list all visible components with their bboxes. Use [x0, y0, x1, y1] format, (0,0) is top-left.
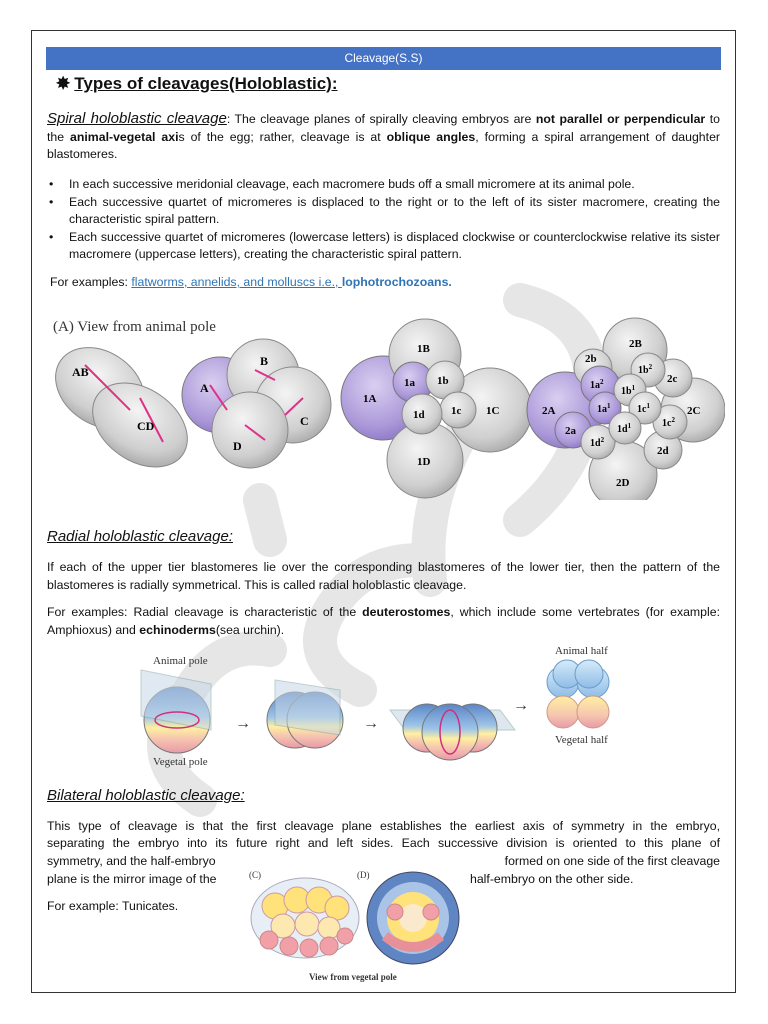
egg-one	[141, 670, 211, 753]
list-item: • Each successive quartet of micromeres is displaced to the right or to the left of its sister macromere, creating the characteristic spiral pattern.	[47, 194, 720, 229]
bilateral-line-4-left: plane is the mirror image of the	[47, 872, 217, 886]
label-1B: 1B	[417, 343, 430, 355]
spiral-heading: Spiral holoblastic cleavage	[47, 110, 227, 127]
bilateral-line-3-left: symmetry, and the half-embryo	[47, 854, 216, 868]
spiral-text-2: to the	[47, 112, 721, 144]
figure-caption: View from vegetal pole	[309, 972, 397, 982]
label-2d: 2d	[657, 445, 669, 457]
eight-cell-embryo	[547, 645, 609, 746]
stage-eight-cell	[341, 319, 532, 498]
label-1d: 1d	[413, 409, 425, 421]
radial-examples-3: (sea urchin).	[215, 622, 285, 637]
list-item: • In each successive meridonial cleavage, each macromere buds off a small micromere at its animal pole.	[47, 176, 720, 194]
label-2c: 2c	[667, 373, 678, 385]
label-2b: 2b	[585, 353, 597, 365]
vegetal-pole-label: Vegetal pole	[153, 756, 208, 768]
label-1D: 1D	[417, 456, 431, 468]
spiral-text-3: s of the egg; rather, cleavage is at	[178, 129, 387, 144]
page-title	[56, 74, 338, 94]
spiral-text-1: : The cleavage planes of spirally cleaving embryos are	[226, 112, 536, 126]
spiral-bold-3: oblique angles	[386, 129, 476, 144]
bilateral-line-3-right: formed on one side of the first cleavage	[504, 854, 720, 868]
examples-link[interactable]: flatworms, annelids, and molluscs i.e.,	[131, 275, 342, 289]
radial-examples-bold-2: echinoderms	[139, 622, 216, 637]
stage-sixteen-cell	[527, 318, 725, 500]
embryo-c	[251, 878, 359, 958]
label-1c: 1c	[451, 405, 462, 417]
label-1a: 1a	[404, 377, 415, 389]
label-A: A	[200, 381, 209, 395]
bilateral-line-4-right: half-embryo on the other side.	[470, 872, 634, 886]
egg-three	[390, 704, 515, 760]
radial-examples-2: , which include some vertebrates (for example: Amphioxus) and	[47, 605, 720, 637]
label-d: (D)	[357, 870, 370, 880]
label-1d2: $1d^2$	[590, 436, 605, 449]
label-B: B	[260, 354, 269, 368]
radial-heading-line	[47, 528, 720, 547]
label-D: D	[233, 439, 242, 453]
label-C: C	[300, 414, 309, 428]
star-icon: ✸	[56, 74, 71, 93]
arrow-icon: →	[235, 715, 251, 732]
label-1b2: $1b^2$	[638, 363, 653, 376]
bilateral-line-1: This type of cleavage is that the first cleavage plane establishes the earliest axis of symmetry in the embryo,	[47, 819, 720, 833]
label-1d1: $1d^1$	[617, 422, 632, 435]
label-AB: AB	[72, 365, 89, 379]
arrow-icon: →	[513, 697, 529, 714]
radial-heading: Radial holoblastic cleavage:	[47, 528, 233, 545]
label-2B: 2B	[629, 338, 642, 350]
label-1A: 1A	[363, 393, 377, 405]
vegetal-half-label: Vegetal half	[555, 734, 608, 746]
label-1c2: $1c^2$	[662, 416, 675, 429]
page-title-text: Types of cleavages(Holoblastic):	[74, 74, 338, 93]
label-1b1: $1b^1$	[621, 384, 636, 397]
spiral-examples	[50, 274, 723, 292]
spiral-intro	[47, 110, 720, 164]
animal-pole-label: Animal pole	[153, 655, 208, 667]
examples-label: For examples:	[50, 275, 132, 289]
radial-examples	[47, 604, 720, 639]
header-banner: Cleavage(S.S)	[46, 47, 721, 70]
radial-examples-bold-1: deuterostomes	[362, 605, 451, 619]
label-2C: 2C	[687, 405, 701, 417]
radial-text: If each of the upper tier blastomeres lie over the corresponding blastomeres of the lower tier, then the pattern of the blastomeres is radially symmetrical. This is called radial holoblastic cleavage.	[47, 560, 720, 592]
spiral-bold-1: not parallel or perpendicular	[535, 112, 706, 126]
embryo-d	[367, 872, 459, 964]
label-1b: 1b	[437, 375, 449, 387]
radial-examples-1: For examples: Radial cleavage is characteristic of the	[47, 605, 363, 619]
spiral-cleavage-figure	[45, 310, 725, 500]
examples-bold: lophotrochozoans.	[341, 275, 452, 289]
spiral-bold-2: animal-vegetal axi	[70, 129, 179, 144]
arrow-icon: →	[363, 715, 379, 732]
spiral-bullets	[47, 176, 720, 264]
label-2A: 2A	[542, 405, 556, 417]
figure-caption: (A) View from animal pole	[53, 319, 216, 335]
label-CD: CD	[137, 419, 155, 433]
label-2a: 2a	[565, 425, 576, 437]
radial-cleavage-figure	[135, 640, 625, 770]
egg-two	[267, 680, 343, 748]
list-item: • Each successive quartet of micromeres (lowercase letters) is displaced clockwise or counterclockwise relative its sister macromere (uppercase letters), creating the characteristic spiral pattern.	[47, 229, 720, 264]
label-1a1: $1a^1$	[597, 402, 611, 415]
label-2D: 2D	[616, 477, 630, 489]
bilateral-heading-line	[47, 787, 720, 806]
label-c: (C)	[249, 870, 261, 880]
bilateral-example: For example: Tunicates.	[47, 899, 179, 913]
label-1c1: $1c^1$	[637, 402, 650, 415]
stage-four-cell	[182, 339, 331, 468]
bilateral-cleavage-figure	[245, 866, 470, 986]
label-1a2: $1a^2$	[590, 378, 604, 391]
label-1C: 1C	[486, 405, 500, 417]
bilateral-heading: Bilateral holoblastic cleavage:	[47, 787, 245, 804]
stage-two-cell	[45, 331, 203, 484]
animal-half-label: Animal half	[555, 645, 608, 657]
bilateral-line-2: separating the embryo into its future right and left sides. Each successive division is oriented to this plane of	[47, 836, 720, 850]
spiral-text-4: , forming a spiral arrangement of daughter blastomeres.	[47, 129, 720, 161]
